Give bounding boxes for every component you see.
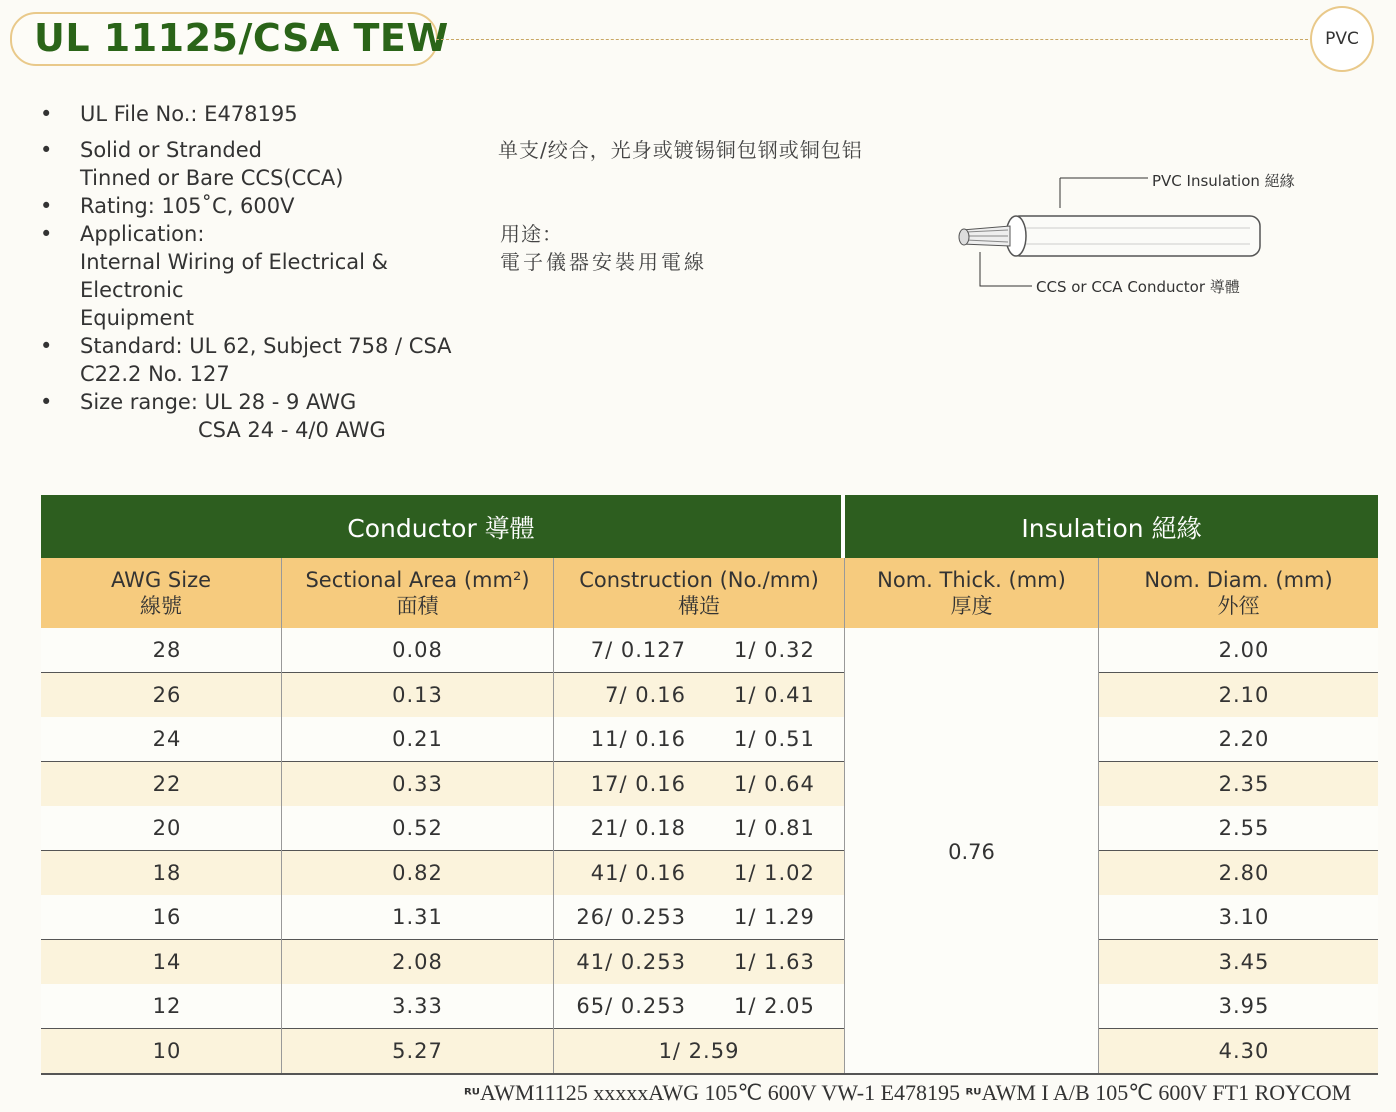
cell-diameter: 4.30 <box>1218 1038 1270 1063</box>
construction-solid: 1/ 1.29 <box>734 905 815 929</box>
thickness-cell: 0.76 <box>845 630 1098 1073</box>
spec-conductor-line1: Solid or Stranded <box>80 138 262 162</box>
cell-area: 1.31 <box>392 905 443 929</box>
bullet: • <box>40 222 53 246</box>
spec-application <box>40 220 480 332</box>
cell-area: 0.33 <box>392 771 443 796</box>
cell-awg: 20 <box>152 816 182 840</box>
column-header-diameter <box>1099 558 1378 628</box>
column-header-area-en: Sectional Area (mm²) <box>305 568 530 592</box>
insulation-label: PVC Insulation 絕緣 <box>1152 172 1295 190</box>
spec-list <box>40 100 480 444</box>
cell-awg: 22 <box>152 771 182 796</box>
column-header-construction-en: Construction (No./mm) <box>579 568 819 592</box>
cell-awg: 14 <box>152 949 182 974</box>
ul-recognized-logo: ᴿᵁ <box>464 1085 480 1104</box>
cell-diameter: 2.80 <box>1218 860 1270 885</box>
spec-conductor <box>40 136 480 192</box>
insulation-jacket <box>1010 216 1260 256</box>
cell-awg: 16 <box>152 905 182 929</box>
construction-stranded: 41/ 0.16 <box>590 860 686 885</box>
column-divider <box>1098 558 1099 1073</box>
cell-diameter: 3.45 <box>1218 949 1270 974</box>
column-header-area-cn: 面積 <box>396 594 439 618</box>
column-header-diameter-cn: 外徑 <box>1217 594 1260 618</box>
column-divider <box>281 558 282 1073</box>
cell-construction <box>554 895 844 939</box>
spec-rating <box>40 192 480 220</box>
spec-size-line1: Size range: UL 28 - 9 AWG <box>80 390 357 414</box>
spec-application-line3: Equipment <box>80 306 194 330</box>
column-header-construction <box>554 558 844 628</box>
cell-area: 2.08 <box>392 949 443 974</box>
cell-construction <box>554 628 844 672</box>
column-header-diameter-en: Nom. Diam. (mm) <box>1144 568 1333 592</box>
cell-construction <box>554 1029 844 1073</box>
cell-awg: 18 <box>152 860 182 885</box>
spec-size-line2: CSA 24 - 4/0 AWG <box>198 418 386 442</box>
spec-conductor-line2: Tinned or Bare CCS(CCA) <box>80 166 344 190</box>
table-row <box>41 940 1378 986</box>
spec-application-line2: Internal Wiring of Electrical & Electronic <box>80 250 389 302</box>
table-row <box>41 895 1378 941</box>
table-row <box>41 806 1378 852</box>
column-header-thickness-cn: 厚度 <box>950 594 993 618</box>
table-row <box>41 851 1378 897</box>
conductor-leader-line <box>980 252 1032 286</box>
spec-rating-text: Rating: 105˚C, 600V <box>80 194 295 218</box>
title-divider <box>436 39 1308 40</box>
cell-diameter: 2.00 <box>1218 638 1270 662</box>
spec-standard <box>40 332 480 388</box>
cell-awg: 28 <box>152 638 182 662</box>
column-header-construction-cn: 構造 <box>678 594 720 618</box>
spec-application-line1: Application: <box>80 222 205 246</box>
print-marking <box>464 1080 1351 1106</box>
column-header-area <box>282 558 553 628</box>
page-title: UL 11125/CSA TEW <box>34 16 449 60</box>
cell-construction <box>554 762 844 806</box>
cell-area: 5.27 <box>392 1038 443 1063</box>
cell-diameter: 2.35 <box>1218 771 1270 796</box>
cell-area: 3.33 <box>392 994 443 1018</box>
construction-solid: 1/ 0.64 <box>734 771 815 796</box>
bullet: • <box>40 138 53 162</box>
cell-diameter: 2.10 <box>1218 682 1270 707</box>
cell-awg: 26 <box>152 682 182 707</box>
cell-construction <box>554 717 844 761</box>
column-divider <box>553 558 554 1073</box>
print-marking-ul: AWM11125 xxxxxAWG 105℃ 600V VW-1 E478195 <box>479 1080 961 1105</box>
pvc-badge: PVC <box>1310 6 1374 72</box>
cn-usage-label: 用途： <box>500 222 563 246</box>
cell-diameter: 2.55 <box>1218 816 1270 840</box>
construction-solid: 1/ 0.81 <box>734 816 815 840</box>
bullet: • <box>40 194 53 218</box>
cell-diameter: 3.10 <box>1218 905 1270 929</box>
construction-stranded: 41/ 0.253 <box>576 949 686 974</box>
bullet: • <box>40 102 53 126</box>
cell-construction <box>554 940 844 984</box>
construction-stranded: 7/ 0.127 <box>590 638 686 662</box>
cell-area: 0.13 <box>392 682 443 707</box>
cell-awg: 10 <box>152 1038 182 1063</box>
construction-stranded: 11/ 0.16 <box>590 727 686 751</box>
print-marking-csa: AWM I A/B 105℃ 600V FT1 ROYCOM <box>981 1080 1352 1105</box>
bullet: • <box>40 390 53 414</box>
cell-area: 0.82 <box>392 860 443 885</box>
cell-area: 0.08 <box>392 638 443 662</box>
construction-solid: 1/ 0.41 <box>734 682 815 707</box>
group-header-insulation: Insulation 絕緣 <box>845 495 1378 558</box>
column-header-thickness <box>845 558 1098 628</box>
spec-standard-line2: C22.2 No. 127 <box>80 362 230 386</box>
cell-construction <box>554 806 844 850</box>
spec-standard-line1: Standard: UL 62, Subject 758 / CSA <box>80 334 452 358</box>
conductor-label: CCS or CCA Conductor 導體 <box>1036 278 1240 296</box>
construction-solid: 1/ 0.51 <box>734 727 815 751</box>
column-header-awg <box>41 558 281 628</box>
cell-construction <box>554 673 844 717</box>
cell-diameter: 3.95 <box>1218 994 1270 1018</box>
cell-construction <box>554 851 844 895</box>
cn-conductor-desc: 单支/绞合，光身或镀锡铜包钢或铜包铝 <box>498 138 863 162</box>
group-divider <box>841 495 845 558</box>
table-row <box>41 673 1378 719</box>
spec-size-range <box>40 388 480 444</box>
ul-recognized-logo: ᴿᵁ <box>965 1085 982 1104</box>
table-row <box>41 984 1378 1030</box>
table-row <box>41 762 1378 808</box>
column-header-awg-en: AWG Size <box>110 568 212 592</box>
cell-diameter: 2.20 <box>1218 727 1270 751</box>
construction-solid: 1/ 1.02 <box>734 860 815 885</box>
column-header-awg-cn: 線號 <box>140 594 182 618</box>
cell-awg: 12 <box>152 994 182 1018</box>
table-row <box>41 717 1378 763</box>
cn-usage-text: 電子儀器安裝用電線 <box>500 250 707 274</box>
column-header-thickness-en: Nom. Thick. (mm) <box>877 568 1066 592</box>
cell-area: 0.21 <box>392 727 443 751</box>
construction-stranded: 65/ 0.253 <box>576 994 686 1018</box>
construction-stranded: 17/ 0.16 <box>590 771 686 796</box>
spec-file-no <box>40 100 480 136</box>
construction-stranded: 21/ 0.18 <box>590 816 686 840</box>
cell-construction <box>554 984 844 1028</box>
construction-solid: 1/ 1.63 <box>734 949 815 974</box>
construction-stranded: 7/ 0.16 <box>605 682 686 707</box>
construction-stranded: 26/ 0.253 <box>576 905 686 929</box>
table-row <box>41 1029 1378 1075</box>
spec-file-no-text: UL File No.: E478195 <box>80 102 298 126</box>
bullet: • <box>40 334 53 358</box>
construction-solid: 1/ 2.59 <box>658 1038 740 1063</box>
cell-area: 0.52 <box>392 816 443 840</box>
construction-solid: 1/ 0.32 <box>734 638 815 662</box>
cell-awg: 24 <box>152 727 182 751</box>
conductor-end <box>959 229 969 245</box>
group-header-conductor: Conductor 導體 <box>41 495 841 558</box>
construction-solid: 1/ 2.05 <box>734 994 815 1018</box>
table-row <box>41 628 1378 674</box>
